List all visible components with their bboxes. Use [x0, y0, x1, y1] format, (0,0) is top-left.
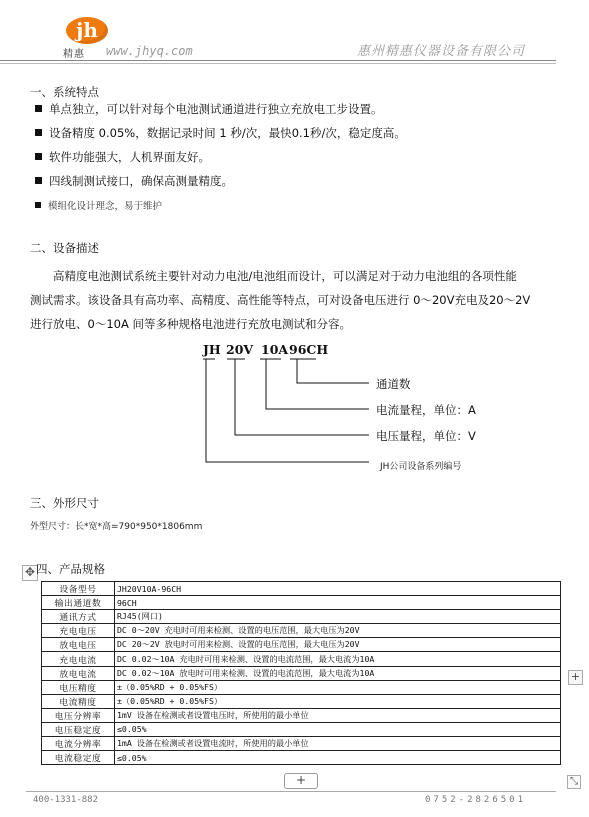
spec-value[interactable]: DC 0.02～10A 充电时可用来检测、设置的电流范围，最大电流为10A: [115, 652, 561, 666]
spec-key[interactable]: 充电电压: [42, 624, 115, 638]
spec-value[interactable]: RJ45(网口): [115, 610, 561, 624]
spec-value[interactable]: DC 0.02～10A 放电时可用来检测、设置的电流范围，最大电流为10A: [115, 666, 561, 680]
table-row: [42, 582, 561, 596]
spec-value[interactable]: DC 0～20V 充电时可用来检测、设置的电压范围，最大电压为20V: [115, 624, 561, 638]
model-part-current: 10A: [261, 342, 289, 357]
table-row: [42, 624, 561, 638]
spec-value[interactable]: ≤0.05%: [115, 751, 561, 765]
table-row: [42, 638, 561, 652]
feature-text: 设备精度 0.05%，数据记录时间 1 秒/次，最快0.1秒/次，稳定度高。: [49, 126, 406, 140]
spec-key[interactable]: 电流精度: [42, 694, 115, 708]
spec-key[interactable]: 电流稳定度: [42, 751, 115, 765]
spec-table: [41, 581, 561, 765]
company-name: 惠州精惠仪器设备有限公司: [357, 44, 526, 59]
section-title-description: 二、设备描述: [30, 241, 99, 255]
label-channels: 通道数: [376, 377, 411, 391]
company-logo: jh: [66, 17, 108, 44]
spec-value[interactable]: 1mV 设备在检测或者设置电压时，所使用的最小单位: [115, 708, 561, 722]
table-row: [42, 751, 561, 765]
spec-value[interactable]: ±（0.05%RD + 0.05%FS）: [115, 694, 561, 708]
spec-value[interactable]: DC 20～2V 放电时可用来检测、设置的电压范围，最大电压为20V: [115, 638, 561, 652]
spec-value[interactable]: 96CH: [115, 596, 561, 610]
table-row: [42, 610, 561, 624]
spec-key[interactable]: 电压精度: [42, 680, 115, 694]
model-part-channels: 96CH: [289, 342, 329, 357]
website-url: www.jhyq.com: [106, 44, 193, 58]
table-row: [42, 737, 561, 751]
table-row: [42, 680, 561, 694]
add-column-button[interactable]: +: [568, 670, 583, 685]
footer-hotline: 400-1331-882: [33, 795, 99, 805]
spec-value[interactable]: ±（0.05%RD + 0.05%FS）: [115, 680, 561, 694]
label-voltage-range: 电压量程，单位：V: [376, 429, 476, 443]
paragraph-line: 高精度电池测试系统主要针对动力电池/电池组而设计，可以满足对于动力电池组的各项性能: [53, 269, 517, 283]
dimensions-text: 外型尺寸：长*宽*高=790*950*1806mm: [30, 522, 203, 532]
spec-key[interactable]: 设备型号: [42, 582, 115, 596]
spec-key[interactable]: 电流分辨率: [42, 737, 115, 751]
section-title-dimensions: 三、外形尺寸: [30, 496, 99, 510]
feature-text: 单点独立，可以针对每个电池测试通道进行独立充放电工步设置。: [49, 102, 383, 116]
feature-text: 四线制测试接口，确保高测量精度。: [49, 174, 233, 188]
add-row-button[interactable]: +: [284, 773, 318, 789]
table-row: [42, 596, 561, 610]
spec-value[interactable]: ≤0.05%: [115, 722, 561, 736]
label-series-number: JH公司设备系列编号: [380, 462, 462, 472]
table-row: [42, 652, 561, 666]
paragraph-line: 进行放电、0～10A 间等多种规格电池进行充放电测试和分容。: [30, 317, 351, 331]
table-row: [42, 722, 561, 736]
table-move-handle-icon[interactable]: ✥: [22, 565, 38, 581]
section-title-specs: 四、产品规格: [36, 562, 105, 576]
table-row: [42, 666, 561, 680]
footer-phone: 0752-2826501: [425, 795, 527, 805]
spec-value[interactable]: JH20V10A-96CH: [115, 582, 561, 596]
model-part-series: JH: [203, 342, 221, 357]
spec-key[interactable]: 充电电流: [42, 652, 115, 666]
feature-text: 模组化设计理念，易于维护: [48, 201, 163, 212]
spec-key[interactable]: 放电电流: [42, 666, 115, 680]
spec-key[interactable]: 电压稳定度: [42, 722, 115, 736]
footer-divider: [26, 791, 556, 792]
logo-chinese-name: 精惠: [63, 49, 85, 60]
feature-text: 软件功能强大，人机界面友好。: [49, 150, 210, 164]
section-title-features: 一、系统特点: [30, 85, 99, 99]
table-row: [42, 708, 561, 722]
table-resize-handle-icon[interactable]: ⤡: [567, 775, 581, 789]
label-current-range: 电流量程，单位：A: [376, 403, 476, 417]
spec-key[interactable]: 放电电压: [42, 638, 115, 652]
model-part-voltage: 20V: [226, 342, 254, 357]
table-row: [42, 694, 561, 708]
paragraph-line: 测试需求。该设备具有高功率、高精度、高性能等特点，可对设备电压进行 0～20V充电及20～2V: [30, 293, 531, 307]
spec-key[interactable]: 通讯方式: [42, 610, 115, 624]
spec-value[interactable]: 1mA 设备在检测或者设置电流时，所使用的最小单位: [115, 737, 561, 751]
spec-key[interactable]: 电压分辨率: [42, 708, 115, 722]
spec-key[interactable]: 输出通道数: [42, 596, 115, 610]
